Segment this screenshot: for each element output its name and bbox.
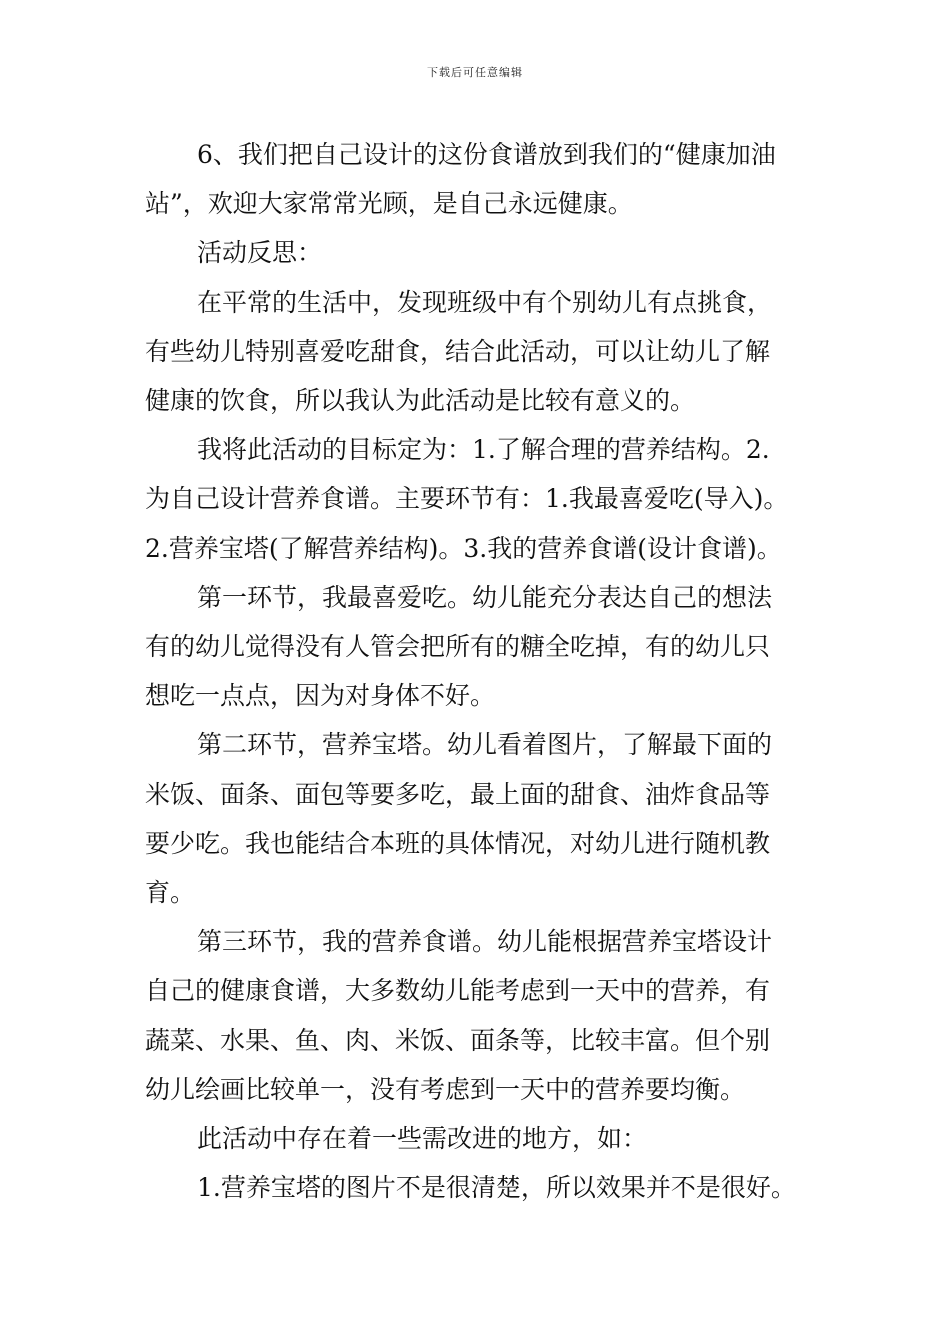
text-line: 第二环节，营养宝塔。幼儿看着图片，了解最下面的 bbox=[197, 730, 773, 760]
text-line: 第三环节，我的营养食谱。幼儿能根据营养宝塔设计 bbox=[197, 927, 773, 957]
text-line: 要少吃。我也能结合本班的具体情况，对幼儿进行随机教 bbox=[145, 828, 771, 858]
text-line: 蔬菜、水果、鱼、肉、米饭、面条等，比较丰富。但个别 bbox=[145, 1025, 771, 1055]
text-line: 此活动中存在着一些需改进的地方，如： bbox=[197, 1124, 648, 1154]
text-line: 为自己设计营养食谱。主要环节有：1.我最喜爱吃(导入)。 bbox=[145, 484, 789, 514]
page-header-note: 下载后可任意编辑 bbox=[427, 66, 523, 79]
text-line: 有的幼儿觉得没有人管会把所有的糖全吃掉，有的幼儿只 bbox=[145, 632, 771, 662]
text-line: 6、我们把自己设计的这份食谱放到我们的“健康加油 bbox=[197, 140, 776, 169]
text-line: 我将此活动的目标定为：1.了解合理的营养结构。2. bbox=[197, 435, 770, 465]
text-line: 育。 bbox=[145, 878, 196, 908]
text-line: 幼儿绘画比较单一，没有考虑到一天中的营养要均衡。 bbox=[145, 1074, 746, 1104]
text-line: 想吃一点点，因为对身体不好。 bbox=[145, 681, 496, 711]
text-line: 有些幼儿特别喜爱吃甜食，结合此活动，可以让幼儿了解 bbox=[145, 336, 771, 366]
text-line: 健康的饮食，所以我认为此活动是比较有意义的。 bbox=[145, 386, 696, 416]
section-heading: 活动反思： bbox=[197, 238, 323, 268]
text-line: 在平常的生活中，发现班级中有个别幼儿有点挑食， bbox=[197, 287, 773, 317]
text-line: 站”，欢迎大家常常光顾，是自己永远健康。 bbox=[145, 189, 633, 219]
text-line: 米饭、面条、面包等要多吃，最上面的甜食、油炸食品等 bbox=[145, 779, 771, 809]
text-line: 第一环节，我最喜爱吃。幼儿能充分表达自己的想法 bbox=[197, 582, 773, 612]
text-line: 2.营养宝塔(了解营养结构)。3.我的营养食谱(设计食谱)。 bbox=[145, 533, 782, 563]
text-line: 自己的健康食谱，大多数幼儿能考虑到一天中的营养，有 bbox=[145, 976, 771, 1006]
body-text bbox=[145, 130, 845, 1212]
text-line: 1.营养宝塔的图片不是很清楚，所以效果并不是很好。 bbox=[197, 1173, 796, 1203]
